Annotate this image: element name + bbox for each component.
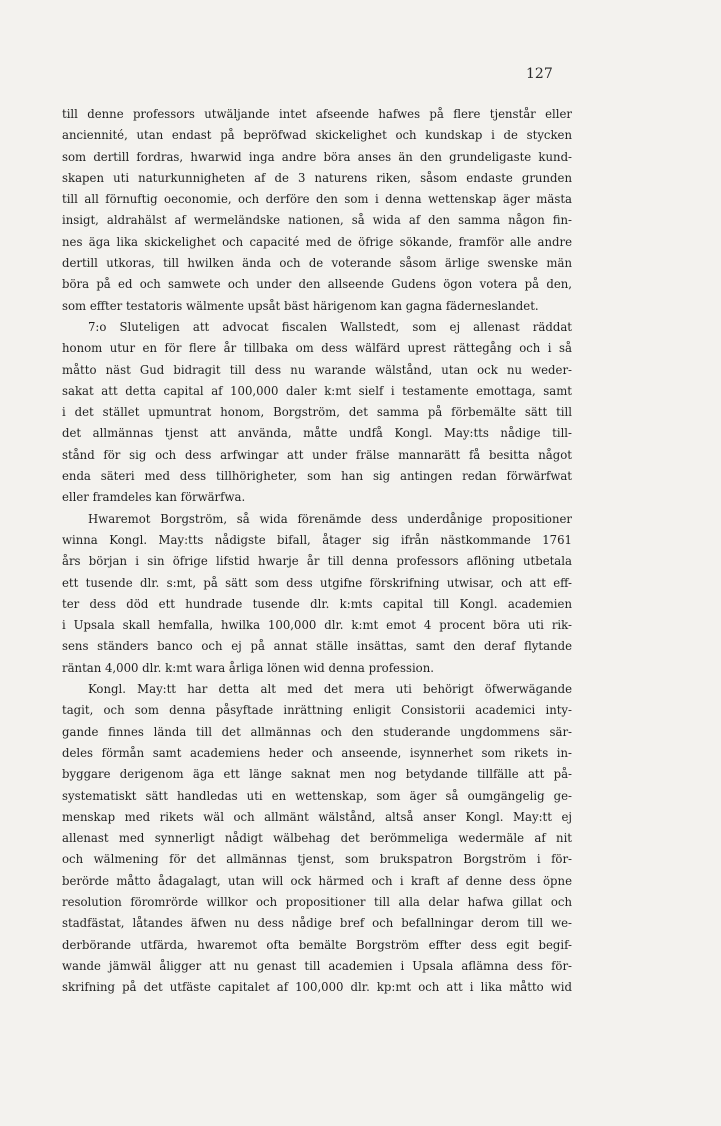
text-line: till denne professors utwäljande intet afseende hafwes på flere tjenstår eller (62, 107, 572, 121)
text-line: resolution föromrörde willkor och propositioner till alla delar hafwa gillat och (62, 894, 572, 909)
paragraph (62, 104, 572, 317)
text-line: ett tusende dlr. s:mt, på sätt som dess utgifne förskrifning utwisar, och att eff- (62, 575, 572, 590)
text-line: gande finnes lända till det allmännas och den studerande ungdommens sär- (62, 724, 572, 739)
text-line: stadfästat, låtandes äfwen nu dess nådige bref och befallningar derom till we- (62, 916, 572, 931)
page-number: 127 (526, 66, 553, 82)
text-line: skrifning på det utfäste capitalet af 100,000 dlr. kp:mt och att i lika måtto wid (62, 980, 572, 995)
text-line: winna Kongl. May:tts nådigste bifall, åtager sig ifrån nästkommande 1761 (62, 532, 572, 547)
text-line: wande jämwäl åligger att nu genast till academien i Upsala aflämna dess för- (62, 958, 572, 973)
paragraph (62, 509, 572, 679)
text-line: som dertill fordras, hwarwid inga andre böra anses än den grundeligaste kund- (62, 149, 572, 164)
text-line: deles förmån samt academiens heder och anseende, isynnerhet som rikets in- (62, 745, 572, 760)
text-line: Hwaremot Borgström, så wida förenämde dess underdånige propositioner (88, 511, 572, 526)
text-line: och wälmening för det allmännas tjenst, som brukspatron Borgström i för- (62, 852, 572, 867)
text-line: berörde måtto ådagalagt, utan will ock härmed och i kraft af denne dess öpne (62, 873, 572, 888)
text-line: böra på ed och samwete och under den allseende Gudens ögon votera på den, (62, 277, 572, 292)
text-line: byggare derigenom äga ett länge saknat men nog betydande tillfälle att på- (62, 767, 572, 782)
text-line: sens ständers banco och ej på annat ställe insättas, samt den deraf flytande (62, 639, 572, 654)
text-line: tagit, och som denna påsyftade inrättning enligit Consistorii academici inty- (62, 703, 572, 718)
paragraph (62, 679, 572, 998)
text-line: det allmännas tjenst att använda, måtte undfå Kongl. May:tts nådige till- (62, 426, 572, 441)
text-line: honom utur en för flere år tillbaka om dess wälfärd uprest rättegång och i så (62, 341, 572, 356)
text-line: enda säteri med dess tillhörigheter, som han sig antingen redan förwärfwat (62, 469, 572, 484)
text-line: sakat att detta capital af 100,000 daler k:mt sielf i testamente emottaga, samt (62, 383, 572, 398)
text-line: års början i sin öfrige lifstid hwarje år till denna professors aflöning utbetala (62, 554, 572, 569)
text-line: derbörande utfärda, hwaremot ofta bemälte Borgström effter dess egit begif- (62, 937, 572, 952)
text-line: insigt, aldrahälst af wermeländske nationen, så wida af den samma någon fin- (62, 213, 572, 228)
text-line: skapen uti naturkunnigheten af de 3 naturens riken, såsom endaste grunden (62, 170, 572, 185)
text-line: 7:o Sluteligen att advocat fiscalen Wallstedt, som ej allenast räddat (88, 319, 572, 334)
text-line: räntan 4,000 dlr. k:mt wara årliga lönen wid denna profession. (62, 660, 434, 675)
paragraph (62, 317, 572, 509)
text-line: som effter testatoris wälmente upsåt bäst härigenom kan gagna fäderneslandet. (62, 298, 539, 313)
text-line: stånd för sig och dess arfwingar att under frälse mannarätt få besitta något (62, 447, 572, 462)
text-line: allenast med synnerligt nådigt wälbehag det berömmeliga wedermäle af nit (62, 831, 572, 846)
text-line: ter dess död ett hundrade tusende dlr. k:mts capital till Kongl. academien (62, 596, 572, 611)
text-line: menskap med rikets wäl och allmänt wälstånd, altså anser Kongl. May:tt ej (62, 809, 572, 824)
text-line: dertill utkoras, till hwilken ända och de voterande såsom ärlige swenske män (62, 256, 572, 271)
text-line: i det stället upmuntrat honom, Borgström, det samma på förbemälte sätt till (62, 405, 572, 420)
text-line: anciennité, utan endast på bepröfwad skickelighet och kundskap i de stycken (62, 128, 572, 143)
text-line: eller framdeles kan förwärfwa. (62, 490, 246, 505)
text-line: i Upsala skall hemfalla, hwilka 100,000 dlr. k:mt emot 4 procent böra uti rik- (62, 618, 572, 633)
text-line: systematiskt sätt handledas uti en wettenskap, som äger så oumgängelig ge- (62, 788, 572, 803)
text-line: till all förnuftig oeconomie, och derföre den som i denna wettenskap äger mästa (62, 192, 572, 207)
text-line: måtto näst Gud bidragit till dess nu warande wälstånd, utan ock nu weder- (62, 362, 572, 377)
text-line: nes äga lika skickelighet och capacité med de öfrige sökande, framför alle andre (62, 234, 572, 249)
text-line: Kongl. May:tt har detta alt med det mera uti behörigt öfwerwägande (88, 682, 572, 697)
body-text (62, 104, 572, 998)
